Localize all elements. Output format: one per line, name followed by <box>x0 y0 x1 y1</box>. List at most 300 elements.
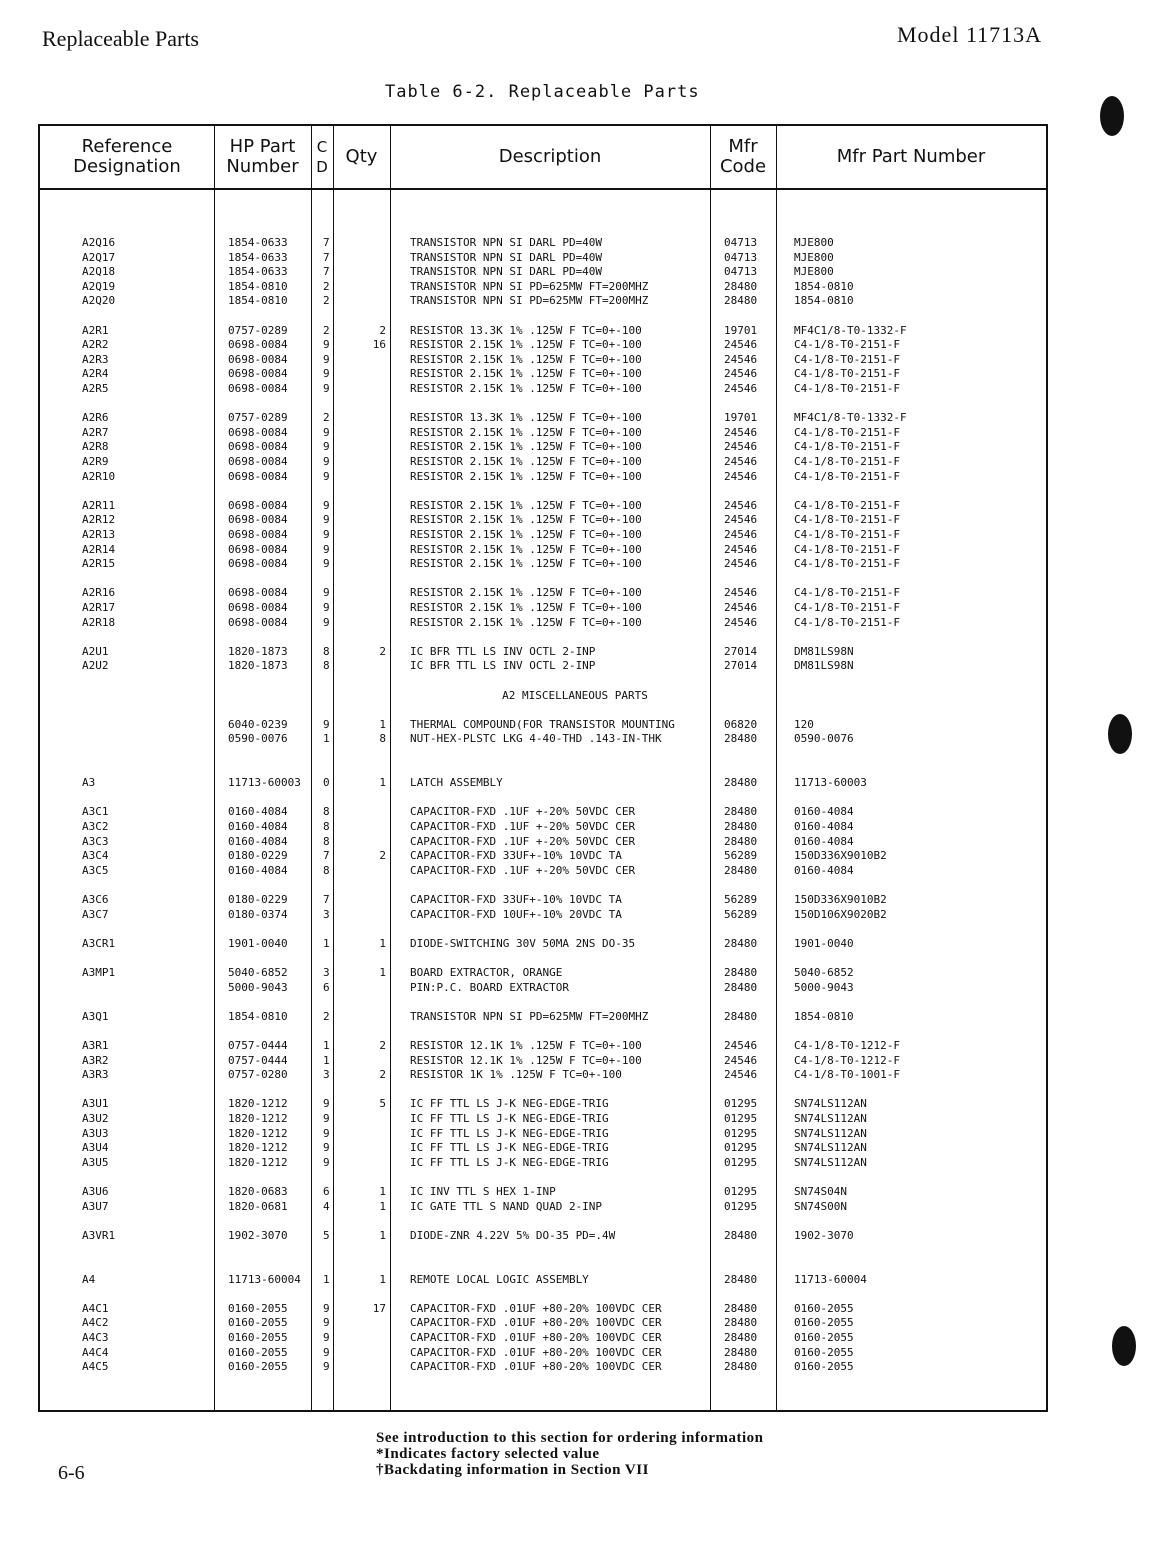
col-header-hp-part: HP Part Number <box>226 136 299 177</box>
cell-description: RESISTOR 2.15K 1% .125W F TC=0+-100 <box>410 498 642 512</box>
cell-mfr-code: 01295 <box>724 1199 758 1213</box>
cell-hp-part: 0160-2055 <box>228 1301 288 1315</box>
cell-hp-part: 0698-0084 <box>228 367 288 381</box>
cell-reference: A3U3 <box>82 1126 109 1140</box>
cell-hp-part: 0698-0084 <box>228 513 288 527</box>
cell-mfr-code: 24546 <box>724 352 758 366</box>
table-row <box>40 1127 1046 1141</box>
table-row <box>40 1141 1046 1155</box>
cell-description: CAPACITOR-FXD .01UF +80-20% 100VDC CER <box>410 1331 662 1344</box>
cell-description: RESISTOR 2.15K 1% .125W F TC=0+-100 <box>410 513 642 527</box>
cell-cd: 9 <box>323 367 330 381</box>
cell-cd: 9 <box>323 1097 330 1111</box>
cell-mfr-code: 24546 <box>724 440 758 454</box>
cell-hp-part: 0757-0289 <box>228 411 288 425</box>
cell-mfr-code: 06820 <box>724 717 758 731</box>
cell-hp-part: 0698-0084 <box>228 601 288 614</box>
cell-description: CAPACITOR-FXD .01UF +80-20% 100VDC CER <box>410 1345 662 1359</box>
cell-cd: 9 <box>323 1112 330 1125</box>
cell-mfr-part: 150D336X9010B2 <box>794 849 887 863</box>
table-row <box>40 1010 1046 1024</box>
cell-mfr-part: C4-1/8-T0-2151-F <box>794 367 900 381</box>
table-row <box>40 893 1046 907</box>
cell-description: RESISTOR 12.1K 1% .125W F TC=0+-100 <box>410 1053 642 1067</box>
cell-mfr-part: 11713-60004 <box>794 1272 867 1286</box>
cell-hp-part: 1854-0810 <box>228 1009 288 1023</box>
cell-cd: 8 <box>323 834 330 848</box>
cell-mfr-code: 24546 <box>724 498 758 512</box>
table-row <box>40 1360 1046 1374</box>
cell-mfr-part: 1902-3070 <box>794 1228 854 1242</box>
cell-cd: 9 <box>323 1345 330 1359</box>
cell-description: IC FF TTL LS J-K NEG-EDGE-TRIG <box>410 1112 609 1125</box>
cell-qty: 2 <box>379 849 386 863</box>
table-row <box>40 937 1046 951</box>
cell-mfr-part: 0160-4084 <box>794 820 854 833</box>
cell-reference: A4C1 <box>82 1301 109 1315</box>
cell-hp-part: 0160-2055 <box>228 1345 288 1359</box>
cell-hp-part: 0698-0084 <box>228 382 288 395</box>
cell-qty: 1 <box>379 966 386 979</box>
cell-hp-part: 1820-1212 <box>228 1112 288 1125</box>
cell-mfr-code: 27014 <box>724 659 758 673</box>
cell-mfr-part: 11713-60003 <box>794 776 867 790</box>
cell-hp-part: 0698-0084 <box>228 440 288 454</box>
cell-reference: A3C3 <box>82 834 109 848</box>
table-row <box>40 1229 1046 1243</box>
cell-cd: 9 <box>323 1316 330 1330</box>
binder-hole <box>1112 1326 1136 1366</box>
cell-hp-part: 0160-4084 <box>228 834 288 848</box>
cell-reference: A2R11 <box>82 498 116 512</box>
cell-cd: 7 <box>323 265 330 279</box>
cell-qty: 8 <box>379 732 386 746</box>
cell-cd: 9 <box>323 601 330 614</box>
table-row <box>40 513 1046 527</box>
cell-description: TRANSISTOR NPN SI DARL PD=40W <box>410 250 603 264</box>
cell-cd: 9 <box>323 513 330 527</box>
cell-hp-part: 0698-0084 <box>228 352 288 366</box>
cell-mfr-code: 56289 <box>724 907 758 921</box>
cell-mfr-code: 28480 <box>724 980 758 994</box>
cell-qty: 1 <box>379 1199 386 1213</box>
binder-hole <box>1108 714 1132 754</box>
cell-mfr-code: 28480 <box>724 966 758 979</box>
cell-mfr-code: 28480 <box>724 1272 758 1286</box>
cell-qty: 2 <box>379 1039 386 1052</box>
cell-mfr-code: 28480 <box>724 805 758 819</box>
cell-mfr-code: 01295 <box>724 1112 758 1125</box>
cell-cd: 6 <box>323 980 330 994</box>
table-row <box>40 776 1046 790</box>
cell-description: RESISTOR 2.15K 1% .125W F TC=0+-100 <box>410 586 642 600</box>
cell-mfr-code: 24546 <box>724 1053 758 1067</box>
cell-mfr-part: 150D106X9020B2 <box>794 907 887 921</box>
cell-cd: 6 <box>323 1185 330 1198</box>
cell-description: IC BFR TTL LS INV OCTL 2-INP <box>410 644 596 658</box>
cell-qty: 5 <box>379 1097 386 1111</box>
cell-cd: 0 <box>323 776 330 790</box>
table-row <box>40 820 1046 834</box>
cell-cd: 9 <box>323 542 330 556</box>
cell-mfr-part: C4-1/8-T0-2151-F <box>794 586 900 600</box>
cell-mfr-part: 0160-2055 <box>794 1345 854 1359</box>
cell-description: CAPACITOR-FXD .01UF +80-20% 100VDC CER <box>410 1316 662 1330</box>
cell-mfr-code: 24546 <box>724 528 758 541</box>
table-row <box>40 1316 1046 1330</box>
cell-hp-part: 1854-0810 <box>228 279 288 293</box>
table-row <box>40 426 1046 440</box>
cell-mfr-part: C4-1/8-T0-2151-F <box>794 469 900 483</box>
cell-mfr-code: 04713 <box>724 265 758 279</box>
cell-reference: A2U1 <box>82 644 109 658</box>
cell-hp-part: 0160-4084 <box>228 820 288 833</box>
cell-reference: A2Q16 <box>82 236 116 249</box>
cell-description: IC FF TTL LS J-K NEG-EDGE-TRIG <box>410 1155 609 1169</box>
cell-reference: A3CR1 <box>82 936 116 950</box>
table-row <box>40 864 1046 878</box>
cell-description: IC FF TTL LS J-K NEG-EDGE-TRIG <box>410 1141 609 1155</box>
cell-hp-part: 0698-0084 <box>228 425 288 439</box>
cell-cd: 7 <box>323 236 330 249</box>
table-row <box>40 1156 1046 1170</box>
cell-hp-part: 0757-0289 <box>228 323 288 337</box>
cell-reference: A2R9 <box>82 455 109 468</box>
cell-mfr-code: 24546 <box>724 425 758 439</box>
cell-mfr-part: 0590-0076 <box>794 732 854 746</box>
parts-table <box>38 124 1048 1412</box>
table-row <box>40 835 1046 849</box>
cell-hp-part: 0590-0076 <box>228 732 288 746</box>
cell-mfr-code: 24546 <box>724 513 758 527</box>
cell-hp-part: 1820-0683 <box>228 1185 288 1198</box>
table-row <box>40 601 1046 615</box>
table-row <box>40 718 1046 732</box>
cell-description: PIN:P.C. BOARD EXTRACTOR <box>410 980 569 994</box>
cell-description: RESISTOR 2.15K 1% .125W F TC=0+-100 <box>410 528 642 541</box>
cell-description: IC FF TTL LS J-K NEG-EDGE-TRIG <box>410 1097 609 1111</box>
cell-mfr-code: 24546 <box>724 367 758 381</box>
table-row <box>40 616 1046 630</box>
cell-hp-part: 1820-1212 <box>228 1155 288 1169</box>
cell-mfr-part: C4-1/8-T0-2151-F <box>794 601 900 614</box>
col-header-mfr-code: Mfr Code <box>719 136 767 177</box>
cell-cd: 8 <box>323 805 330 819</box>
cell-reference: A2R12 <box>82 513 116 527</box>
cell-description: RESISTOR 2.15K 1% .125W F TC=0+-100 <box>410 455 642 468</box>
cell-reference: A2R6 <box>82 411 109 425</box>
table-row <box>40 338 1046 352</box>
cell-mfr-code: 01295 <box>724 1155 758 1169</box>
cell-reference: A2R15 <box>82 557 116 571</box>
cell-cd: 1 <box>323 1053 330 1067</box>
cell-reference: A2R8 <box>82 440 109 454</box>
cell-mfr-code: 28480 <box>724 1345 758 1359</box>
cell-reference: A2R3 <box>82 352 109 366</box>
cell-qty: 1 <box>379 1185 386 1198</box>
cell-cd: 9 <box>323 1301 330 1315</box>
cell-reference: A2R17 <box>82 601 116 614</box>
cell-mfr-part: 0160-2055 <box>794 1331 854 1344</box>
table-row <box>40 543 1046 557</box>
cell-mfr-code: 04713 <box>724 250 758 264</box>
cell-reference: A2Q20 <box>82 294 116 308</box>
cell-mfr-part: 0160-2055 <box>794 1316 854 1330</box>
cell-hp-part: 0698-0084 <box>228 498 288 512</box>
table-row <box>40 236 1046 250</box>
cell-description: RESISTOR 1K 1% .125W F TC=0+-100 <box>410 1068 622 1082</box>
cell-cd: 1 <box>323 1039 330 1052</box>
cell-mfr-part: C4-1/8-T0-1212-F <box>794 1039 900 1052</box>
cell-mfr-code: 24546 <box>724 1039 758 1052</box>
cell-mfr-code: 28480 <box>724 279 758 293</box>
cell-reference: A2R18 <box>82 615 116 629</box>
cell-mfr-part: MJE800 <box>794 250 834 264</box>
cell-hp-part: 0160-2055 <box>228 1316 288 1330</box>
cell-mfr-code: 28480 <box>724 1228 758 1242</box>
col-header-qty: Qty <box>345 146 378 167</box>
cell-reference: A3U4 <box>82 1141 109 1155</box>
footer-note-factory: *Indicates factory selected value <box>376 1446 600 1462</box>
cell-reference: A3U1 <box>82 1097 109 1111</box>
cell-description: RESISTOR 2.15K 1% .125W F TC=0+-100 <box>410 367 642 381</box>
table-row <box>40 411 1046 425</box>
cell-mfr-code: 28480 <box>724 936 758 950</box>
cell-qty: 1 <box>379 717 386 731</box>
cell-cd: 3 <box>323 966 330 979</box>
cell-mfr-code: 28480 <box>724 820 758 833</box>
cell-mfr-part: MF4C1/8-T0-1332-F <box>794 323 907 337</box>
cell-reference: A2U2 <box>82 659 109 673</box>
cell-reference: A2R14 <box>82 542 116 556</box>
cell-hp-part: 0160-2055 <box>228 1360 288 1374</box>
cell-reference: A2R2 <box>82 338 109 352</box>
table-row <box>40 966 1046 980</box>
cell-cd: 8 <box>323 644 330 658</box>
cell-qty: 2 <box>379 323 386 337</box>
cell-reference: A2R1 <box>82 323 109 337</box>
cell-reference: A2Q17 <box>82 250 116 264</box>
cell-cd: 2 <box>323 279 330 293</box>
cell-hp-part: 0180-0229 <box>228 849 288 863</box>
cell-mfr-part: SN74LS112AN <box>794 1141 867 1155</box>
cell-mfr-part: 120 <box>794 717 814 731</box>
cell-mfr-code: 24546 <box>724 586 758 600</box>
cell-mfr-code: 28480 <box>724 1009 758 1023</box>
cell-reference: A3C4 <box>82 849 109 863</box>
cell-qty: 2 <box>379 644 386 658</box>
table-row <box>40 981 1046 995</box>
cell-description: LATCH ASSEMBLY <box>410 776 503 790</box>
cell-description: CAPACITOR-FXD 33UF+-10% 10VDC TA <box>410 893 622 906</box>
cell-mfr-code: 28480 <box>724 834 758 848</box>
table-row <box>40 294 1046 308</box>
cell-hp-part: 0160-2055 <box>228 1331 288 1344</box>
cell-description: RESISTOR 2.15K 1% .125W F TC=0+-100 <box>410 352 642 366</box>
cell-mfr-code: 28480 <box>724 732 758 746</box>
cell-hp-part: 1820-1212 <box>228 1097 288 1111</box>
cell-description: NUT-HEX-PLSTC LKG 4-40-THD .143-IN-THK <box>410 732 662 746</box>
cell-mfr-part: 0160-4084 <box>794 834 854 848</box>
cell-hp-part: 1902-3070 <box>228 1228 288 1242</box>
cell-mfr-code: 28480 <box>724 1316 758 1330</box>
section-heading: A2 MISCELLANEOUS PARTS <box>502 688 648 702</box>
cell-mfr-part: 0160-4084 <box>794 805 854 819</box>
cell-mfr-part: C4-1/8-T0-2151-F <box>794 615 900 629</box>
cell-qty: 16 <box>372 338 386 352</box>
cell-mfr-part: SN74LS112AN <box>794 1126 867 1140</box>
cell-hp-part: 0757-0444 <box>228 1039 288 1052</box>
cell-hp-part: 0698-0084 <box>228 469 288 483</box>
cell-description: CAPACITOR-FXD 10UF+-10% 20VDC TA <box>410 907 622 921</box>
cell-description: CAPACITOR-FXD .01UF +80-20% 100VDC CER <box>410 1301 662 1315</box>
cell-reference: A3C1 <box>82 805 109 819</box>
cell-reference: A3C2 <box>82 820 109 833</box>
table-row <box>40 849 1046 863</box>
cell-cd: 9 <box>323 557 330 571</box>
footer-note-ordering: See introduction to this section for ordering information <box>376 1430 764 1446</box>
cell-cd: 8 <box>323 659 330 673</box>
cell-mfr-code: 24546 <box>724 557 758 571</box>
cell-hp-part: 1901-0040 <box>228 936 288 950</box>
table-row <box>40 1097 1046 1111</box>
cell-description: THERMAL COMPOUND(FOR TRANSISTOR MOUNTING <box>410 717 675 731</box>
cell-cd: 2 <box>323 1009 330 1023</box>
cell-hp-part: 0698-0084 <box>228 455 288 468</box>
cell-reference: A2R7 <box>82 425 109 439</box>
cell-hp-part: 0180-0374 <box>228 907 288 921</box>
cell-mfr-code: 24546 <box>724 382 758 395</box>
cell-mfr-code: 24546 <box>724 455 758 468</box>
cell-reference: A3 <box>82 776 96 790</box>
cell-mfr-part: C4-1/8-T0-2151-F <box>794 542 900 556</box>
cell-mfr-part: 1901-0040 <box>794 936 854 950</box>
cell-reference: A2Q19 <box>82 279 116 293</box>
cell-qty: 1 <box>379 776 386 790</box>
cell-hp-part: 6040-0239 <box>228 717 288 731</box>
cell-hp-part: 0698-0084 <box>228 615 288 629</box>
cell-mfr-code: 01295 <box>724 1185 758 1198</box>
table-row <box>40 1068 1046 1082</box>
cell-mfr-part: 0160-2055 <box>794 1301 854 1315</box>
cell-mfr-code: 24546 <box>724 338 758 352</box>
cell-cd: 9 <box>323 469 330 483</box>
table-row <box>40 1302 1046 1316</box>
cell-reference: A2R13 <box>82 528 116 541</box>
cell-mfr-part: 1854-0810 <box>794 279 854 293</box>
cell-cd: 9 <box>323 352 330 366</box>
cell-mfr-part: 150D336X9010B2 <box>794 893 887 906</box>
col-header-mfr-part: Mfr Part Number <box>836 146 986 167</box>
table-row <box>40 1185 1046 1199</box>
cell-description: DIODE-SWITCHING 30V 50MA 2NS DO-35 <box>410 936 636 950</box>
cell-hp-part: 1820-1873 <box>228 659 288 673</box>
cell-description: TRANSISTOR NPN SI PD=625MW FT=200MHZ <box>410 294 649 308</box>
cell-description: BOARD EXTRACTOR, ORANGE <box>410 966 563 979</box>
cell-mfr-part: C4-1/8-T0-2151-F <box>794 528 900 541</box>
table-row <box>40 528 1046 542</box>
cell-mfr-code: 01295 <box>724 1141 758 1155</box>
table-row <box>40 1039 1046 1053</box>
cell-mfr-part: DM81LS98N <box>794 644 854 658</box>
table-row <box>40 455 1046 469</box>
cell-cd: 7 <box>323 849 330 863</box>
cell-cd: 8 <box>323 820 330 833</box>
cell-mfr-part: C4-1/8-T0-2151-F <box>794 425 900 439</box>
cell-cd: 7 <box>323 893 330 906</box>
cell-hp-part: 0698-0084 <box>228 338 288 352</box>
cell-description: CAPACITOR-FXD .1UF +-20% 50VDC CER <box>410 834 636 848</box>
cell-description: IC INV TTL S HEX 1-INP <box>410 1185 556 1198</box>
cell-hp-part: 0757-0280 <box>228 1068 288 1082</box>
table-row <box>40 1331 1046 1345</box>
cell-reference: A3C6 <box>82 893 109 906</box>
cell-cd: 7 <box>323 250 330 264</box>
cell-mfr-code: 56289 <box>724 849 758 863</box>
cell-description: RESISTOR 2.15K 1% .125W F TC=0+-100 <box>410 557 642 571</box>
cell-reference: A3C5 <box>82 863 109 877</box>
cell-cd: 9 <box>323 1141 330 1155</box>
cell-cd: 5 <box>323 1228 330 1242</box>
cell-mfr-part: MJE800 <box>794 265 834 279</box>
cell-reference: A2R4 <box>82 367 109 381</box>
cell-cd: 9 <box>323 1126 330 1140</box>
cell-mfr-code: 24546 <box>724 601 758 614</box>
table-row <box>40 659 1046 673</box>
table-row <box>40 251 1046 265</box>
table-row <box>40 1346 1046 1360</box>
table-row <box>40 1273 1046 1287</box>
cell-reference: A3R1 <box>82 1039 109 1052</box>
table-row <box>40 280 1046 294</box>
cell-hp-part: 0180-0229 <box>228 893 288 906</box>
cell-mfr-part: SN74LS112AN <box>794 1155 867 1169</box>
cell-cd: 2 <box>323 323 330 337</box>
cell-cd: 9 <box>323 1331 330 1344</box>
cell-mfr-part: C4-1/8-T0-2151-F <box>794 382 900 395</box>
cell-mfr-code: 27014 <box>724 644 758 658</box>
cell-mfr-part: SN74LS112AN <box>794 1112 867 1125</box>
cell-hp-part: 1820-1212 <box>228 1141 288 1155</box>
cell-mfr-part: C4-1/8-T0-1001-F <box>794 1068 900 1082</box>
cell-mfr-code: 04713 <box>724 236 758 249</box>
cell-reference: A3C7 <box>82 907 109 921</box>
cell-qty: 17 <box>372 1301 386 1315</box>
cell-cd: 1 <box>323 1272 330 1286</box>
cell-hp-part: 0698-0084 <box>228 586 288 600</box>
cell-description: RESISTOR 2.15K 1% .125W F TC=0+-100 <box>410 382 642 395</box>
cell-description: IC FF TTL LS J-K NEG-EDGE-TRIG <box>410 1126 609 1140</box>
cell-cd: 9 <box>323 615 330 629</box>
footer-note-backdating: †Backdating information in Section VII <box>376 1462 649 1478</box>
cell-description: TRANSISTOR NPN SI DARL PD=40W <box>410 265 603 279</box>
cell-hp-part: 5040-6852 <box>228 966 288 979</box>
cell-mfr-part: C4-1/8-T0-1212-F <box>794 1053 900 1067</box>
cell-cd: 9 <box>323 440 330 454</box>
cell-reference: A2Q18 <box>82 265 116 279</box>
cell-hp-part: 0160-4084 <box>228 863 288 877</box>
cell-hp-part: 0698-0084 <box>228 542 288 556</box>
cell-hp-part: 11713-60004 <box>228 1272 301 1286</box>
cell-cd: 4 <box>323 1199 330 1213</box>
table-row <box>40 908 1046 922</box>
cell-cd: 9 <box>323 717 330 731</box>
cell-cd: 9 <box>323 528 330 541</box>
cell-reference: A3VR1 <box>82 1228 116 1242</box>
cell-mfr-part: 1854-0810 <box>794 1009 854 1023</box>
cell-mfr-code: 24546 <box>724 542 758 556</box>
table-row <box>40 265 1046 279</box>
